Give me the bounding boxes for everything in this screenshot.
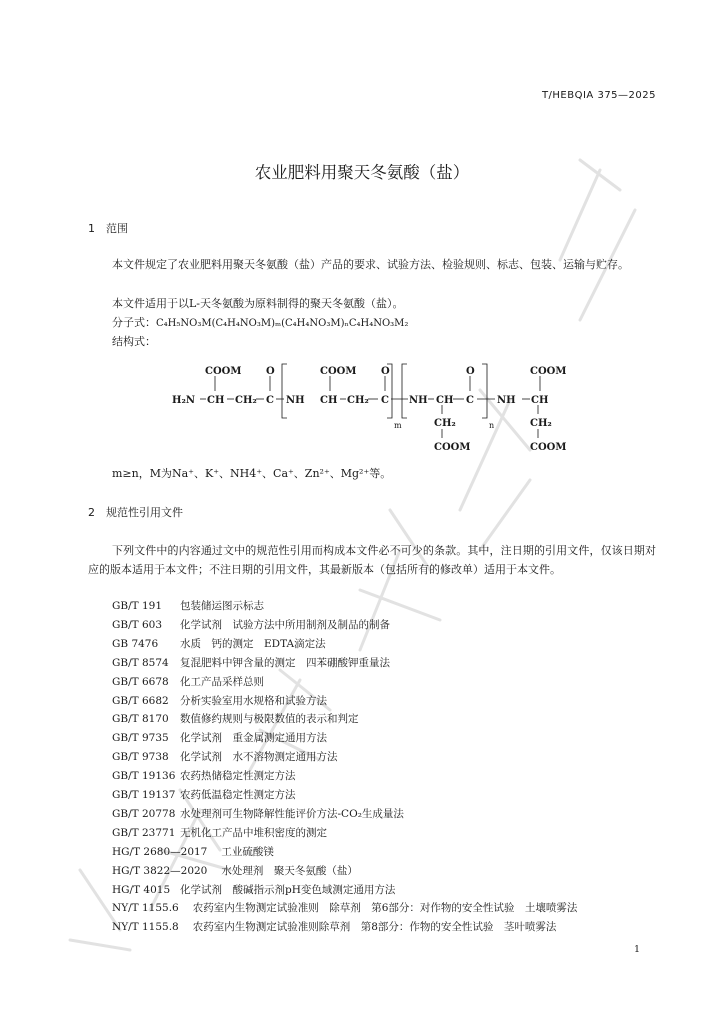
scope-paragraph-2: 本文件适用于以L-天冬氨酸为原料制得的聚天冬氨酸（盐）。 [112,297,404,310]
reference-code: GB/T 9735 [112,732,169,745]
reference-title: 工业硫酸镁 [221,845,274,858]
c-3: C [466,395,474,406]
reference-item [112,711,359,726]
reference-item [112,844,274,859]
reference-title: 包装储运图示标志 [180,600,264,612]
ch-3: CH [436,395,454,406]
cooh-4: COOM [530,366,567,377]
reference-code: GB/T 19137 [112,789,176,801]
structure-label: 结构式： [112,335,156,348]
reference-title: 分析实验室用水规格和试验方法 [180,694,327,707]
molecular-formula [112,313,408,333]
reference-code: GB/T 9738 [112,751,169,764]
c-2: C [381,395,389,406]
reference-code: GB/T 6678 [112,675,169,688]
page-number: 1 [633,944,640,955]
reference-code: GB/T 20778 [112,807,176,820]
reference-item [112,806,404,821]
formula-label: 分子式： [112,316,156,329]
reference-code: GB/T 603 [112,618,163,631]
reference-code: GB/T 8574 [112,656,169,669]
reference-code: GB/T 23771 [112,826,176,839]
reference-item [112,598,264,613]
ch2-1: CH₂ [235,395,257,406]
o-3: O [466,366,475,377]
cooh-3: COOM [434,442,471,453]
reference-title: 农药室内生物测定试验准则除草剂 第8部分：作物的安全性试验 茎叶喷雾法 [192,921,557,934]
scope-paragraph-1: 本文件规定了农业肥料用聚天冬氨酸（盐）产品的要求、试验方法、检验规则、标志、包装、运输与贮存。 [112,258,629,271]
ch-4: CH [531,395,549,406]
ch-2: CH [320,395,338,406]
document-title: 农业肥料用聚天冬氨酸（盐） [254,163,470,182]
section-number: 2 [88,506,95,519]
cooh-1: COOM [205,366,242,377]
reference-code: GB/T 19136 [112,770,176,783]
ch-1: CH [207,395,225,406]
reference-code: GB 7476 [112,637,159,650]
reference-item [112,882,395,897]
section-2-heading [88,504,183,520]
section-title: 规范性引用文件 [106,506,183,519]
reference-code: NY/T 1155.8 [112,921,179,934]
reference-code: HG/T 2680—2017 [112,845,208,858]
reference-item [112,636,326,651]
reference-code: GB/T 6682 [112,694,169,707]
ch2-4: CH₂ [530,418,552,429]
cooh-5: COOM [530,442,567,453]
reference-item [112,863,358,878]
counter-ion-note: m≥n，M为Na⁺、K⁺、NH4⁺、Ca⁺、Zn²⁺、Mg²⁺等。 [112,467,392,480]
reference-item [112,825,327,840]
c-1: C [266,395,274,406]
reference-item [112,919,556,934]
reference-title: 化学试剂 水不溶物测定通用方法 [180,751,338,764]
ch2-2: CH₂ [347,395,369,406]
reference-title: 化学试剂 酸碱指示剂pH变色域测定通用方法 [180,883,396,896]
reference-item [112,655,390,670]
o-2: O [381,366,390,377]
reference-code: HG/T 3822—2020 [112,864,208,877]
reference-item [112,693,327,708]
reference-code: GB/T 8170 [112,713,169,726]
reference-code: NY/T 1155.6 [112,902,179,915]
reference-code: GB/T 191 [112,600,163,612]
reference-item [112,617,390,632]
reference-title: 数值修约规则与极限数值的表示和判定 [180,713,359,726]
reference-title: 水质 钙的测定 EDTA滴定法 [180,637,326,650]
cooh-2: COOM [320,366,357,377]
subscript-m: m [394,421,402,430]
nh-3: NH [497,395,516,406]
reference-title: 化学试剂 试验方法中所用制剂及制品的制备 [180,618,390,631]
reference-title: 农药热储稳定性测定方法 [180,770,296,783]
reference-item [112,768,296,783]
nh-1: NH [286,395,305,406]
section-1-heading [88,220,128,236]
structural-formula [0,356,724,456]
references-intro: 下列文件中的内容通过文中的规范性引用而构成本文件必不可少的条款。其中，注日期的引用文件，仅该日期对应的版本适用于本文件；不注日期的引用文件，其最新版本（包括所有的修改单）适用于本文件。 [88,544,656,576]
h2n: H₂N [172,395,195,406]
subscript-n: n [489,421,495,430]
reference-title: 无机化工产品中堆积密度的测定 [180,826,327,839]
reference-title: 水处理剂 聚天冬氨酸（盐） [221,864,358,877]
formula-text: C₄H₅NO₃M(C₄H₄NO₃M)ₘ(C₄H₄NO₃M)ₙC₄H₄NO₃M₂ [156,318,409,329]
reference-title: 化学试剂 重金属测定通用方法 [180,732,327,745]
section-title: 范围 [106,222,128,235]
reference-title: 化工产品采样总则 [180,675,264,688]
reference-title: 水处理剂可生物降解性能评价方法-CO₂生成量法 [180,807,404,820]
o-1: O [266,366,275,377]
reference-title: 农药室内生物测定试验准则 除草剂 第6部分：对作物的安全性试验 土壤喷雾法 [192,902,578,915]
reference-item [112,787,296,802]
reference-title: 复混肥料中钾含量的测定 四苯硼酸钾重量法 [180,656,390,669]
reference-item [112,900,577,915]
reference-title: 农药低温稳定性测定方法 [180,789,296,801]
section-number: 1 [88,222,95,235]
reference-item [112,749,338,764]
standard-number: T/HEBQIA 375—2025 [541,90,656,101]
reference-item [112,730,327,745]
nh-2: NH [409,395,428,406]
reference-code: HG/T 4015 [112,883,171,896]
reference-item [112,674,264,689]
ch2-3: CH₂ [434,418,456,429]
